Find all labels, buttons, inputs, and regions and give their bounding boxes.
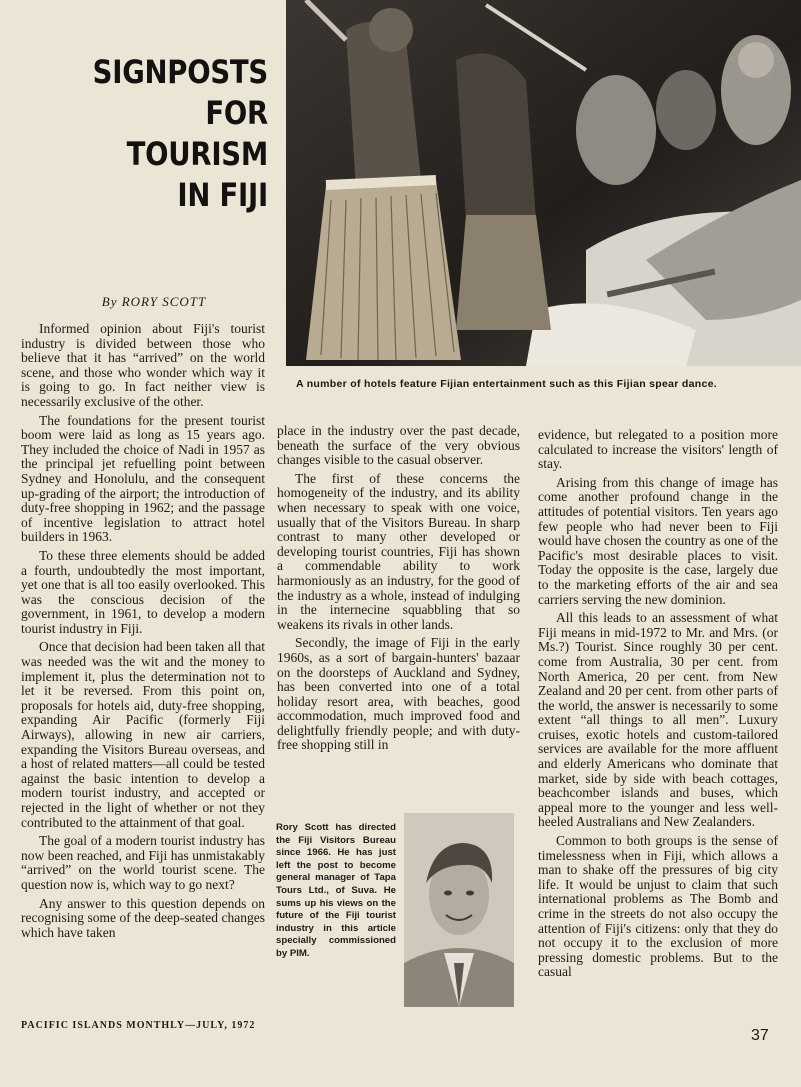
paragraph: The first of these concerns the homogeneity of the industry, and its ability when necessary to speak with one voice, usually that of the Visitors Bureau. In sharp contrast to many other developed or developing tourist countries, Fiji has shown a commendable ability to work harmoniously as an industry, for the good of the industry as a whole, instead of indulging in the internecine squabbling that so weakens its rivals in other lands. — [277, 470, 520, 632]
byline: By RORY SCOTT — [101, 294, 207, 309]
photo-caption: A number of hotels feature Fijian entertainment such as this Fijian spear dance. — [296, 378, 717, 390]
paragraph: Arising from this change of image has come another profound change in the attitudes of potential visitors. Ten years ago few people who had never been to Fiji would have chosen the country as one of the Pacific's most desirable places to visit. Today the opposite is the case, largely due to the marketing efforts of the air and sea carriers serving the new dominion. — [538, 474, 778, 607]
paragraph: Informed opinion about Fiji's tourist industry is divided between those who believe that it has “arrived” on the world scene, and those who wonder which way it is going to go. In fact neither view is necessarily exclusive of the other. — [21, 321, 265, 409]
headline-line-3: IN FIJI — [177, 176, 268, 214]
paragraph: The goal of a modern tourist industry has now been reached, and Fiji has unmistakably “arrived” on the world tourist scene. The question now is, which way to go next? — [21, 833, 265, 892]
headline-line-2: FOR TOURISM — [126, 94, 268, 173]
paragraph: The foundations for the present tourist boom were laid as long as 15 years ago. They included the choice of Nadi in 1957 as the principal jet refuelling point between Sydney and Honolulu, and the consequent up-grading of the airport; the introduction of duty-free shopping in 1962; and the passage of incentive legislation to attract hotel builders in 1963. — [21, 412, 265, 545]
page-number: 37 — [751, 1027, 769, 1044]
paragraph: Common to both groups is the sense of timelessness when in Fiji, which allows a man to shake off the pressures of big city life. It would be unjust to claim that such international problems as The Bomb and crime in the streets do not also occupy the attention of Fiji's citizens: only that they do not occupy it to the exclusion of more pressing domestic problems. But to the casual — [538, 833, 778, 980]
article-column-3 — [538, 428, 778, 984]
publication-footer: PACIFIC ISLANDS MONTHLY—JULY, 1972 — [21, 1020, 256, 1031]
paragraph: Secondly, the image of Fiji in the early 1960s, as a sort of bargain-hunters' bazaar on the doorsteps of Auckland and Sydney, has been converted into one of a total holiday resort area, with beaches, good accommodation, much improved food and delightfully friendly people; and with duty-free shopping still in — [277, 635, 520, 753]
paragraph: evidence, but relegated to a position more calculated to increase the visitors' length of stay. — [538, 427, 778, 472]
paragraph: To these three elements should be added a fourth, undoubtedly the most important, yet one that is all too easily overlooked. This was the conscious decision of the government, in 1961, to develop a modern tourist industry in Fiji. — [21, 547, 265, 636]
spear-dance-photo — [286, 0, 801, 366]
author-bio: Rory Scott has directed the Fiji Visitors Bureau since 1966. He has just left the post to become general manager of Tapa Tours Ltd., of Suva. He sums up his views on the future of the Fiji tourist industry in this article specially commissioned by PIM. — [276, 822, 396, 959]
article-headline — [72, 52, 268, 216]
paragraph: Once that decision had been taken all that was needed was the wit and the money to implement it, plus the determination not to let it be reversed. From this point on, proposals for hotels aid, duty-free shopping, expanding Air Pacific (formerly Fiji Airways), allowing in new air carriers, expanding the Visitors Bureau overseas, and a host of related matters—all could be tested against the basic intention to develop a modern tourist industry, and accepted or rejected in the light of whether or not they contributed to the attainment of that goal. — [21, 639, 265, 830]
article-column-2 — [277, 424, 520, 757]
paragraph: All this leads to an assessment of what Fiji means in mid-1972 to Mr. and Mrs. (or Ms.?) Tourist. Since roughly 30 per cent. come from Australia, 30 per cent. from North America, 20 per cent. from New Zealand and 20 per cent. from other parts of the world, the answer is necessarily to some extent “all things to all men”. Luxury cruises, exotic hotels and custom-tailored services are available for the more affluent and elderly Americans who dominate that market, side by side with beach cottages, beachcomber islands and buses, which appeal more to the younger and less well-heeled Australians and New Zealanders. — [538, 610, 778, 830]
headline-line-1: SIGNPOSTS — [92, 53, 269, 91]
author-portrait — [404, 813, 514, 1007]
paragraph: Any answer to this question depends on recognising some of the deep-seated changes which have taken — [21, 895, 265, 940]
paragraph: place in the industry over the past decade, beneath the surface of the very obvious changes visible to the casual observer. — [277, 423, 520, 468]
article-column-1 — [21, 322, 265, 944]
